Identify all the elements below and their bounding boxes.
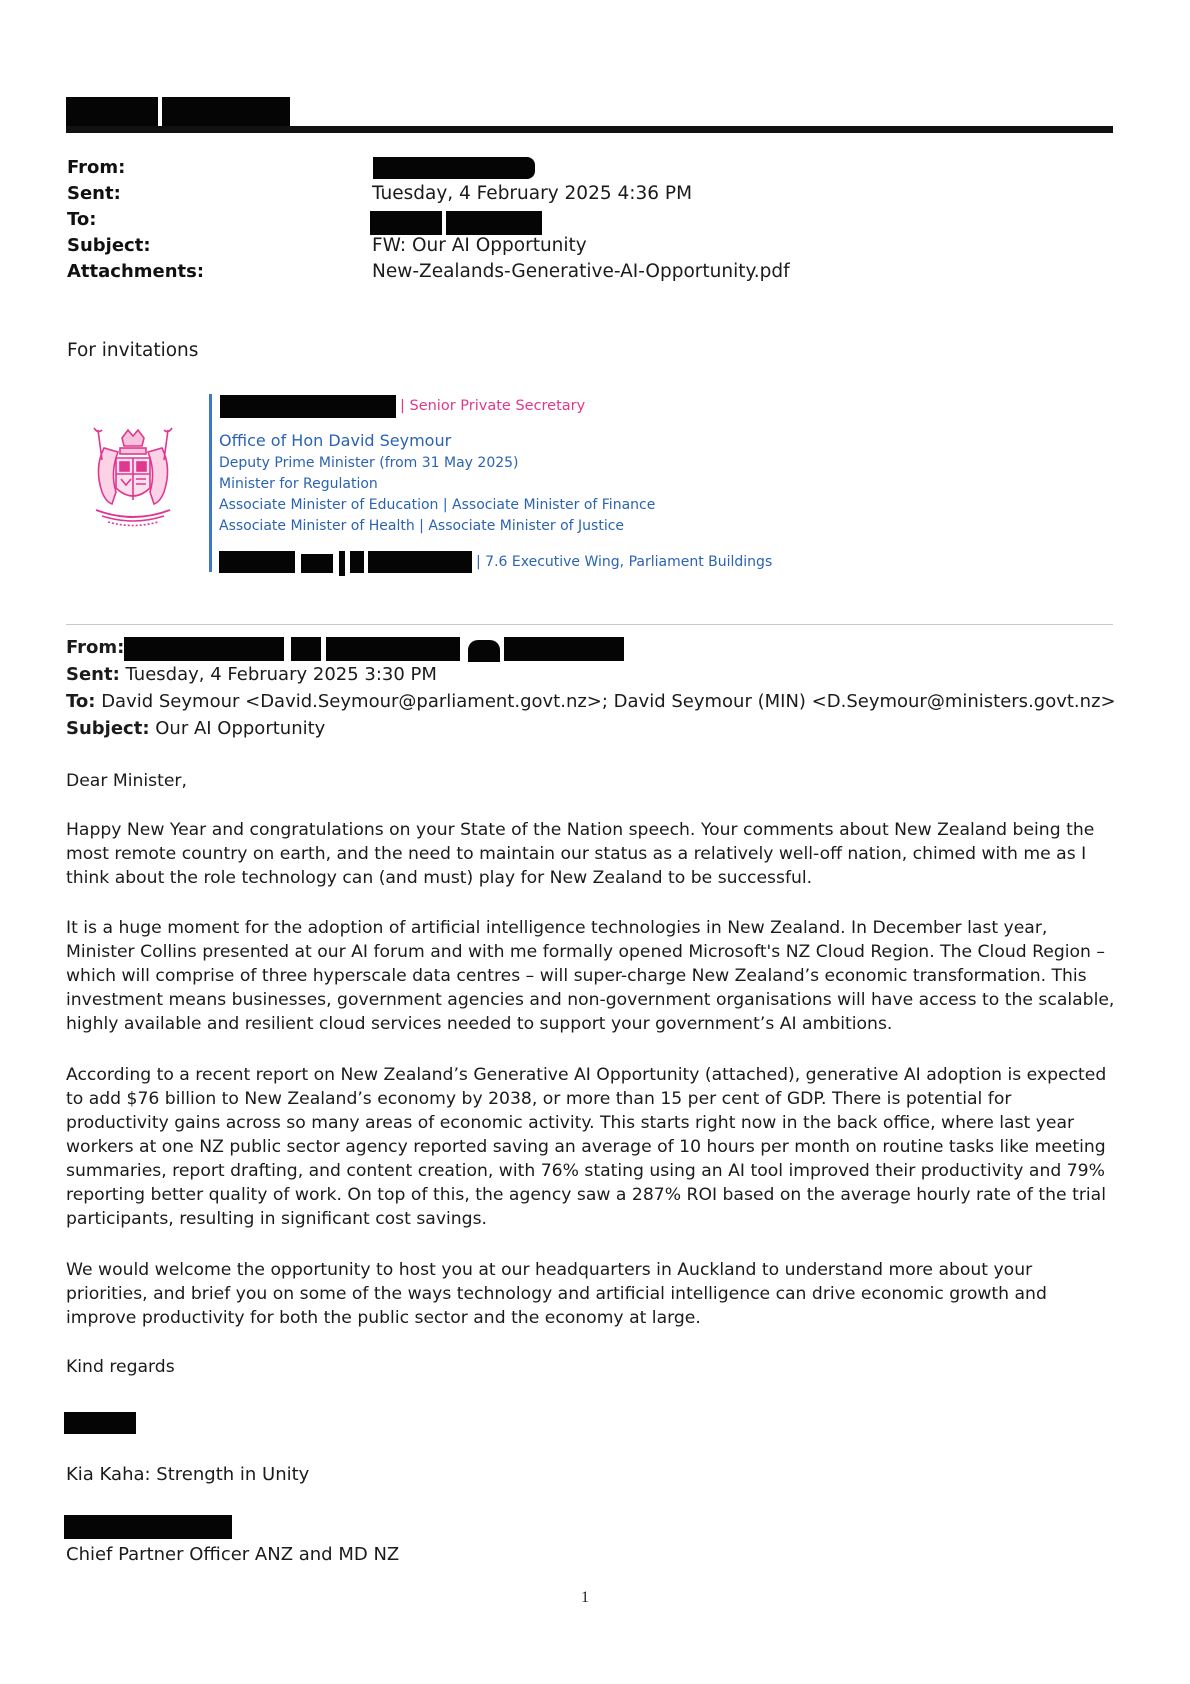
redacted-contact-2 — [301, 554, 333, 573]
redacted-from-value — [373, 157, 535, 179]
subject-value: FW: Our AI Opportunity — [372, 235, 587, 256]
redacted-contact-1 — [219, 551, 295, 573]
intro-text: For invitations — [67, 340, 199, 361]
redacted-secretary-name — [220, 395, 396, 418]
fwd-subject-label: Subject: — [66, 718, 150, 739]
body-paragraph-2: It is a huge moment for the adoption of artificial intelligence technologies in New Zealand. In December last year, Minister Collins presented at our AI forum and with me formally opened Microsoft's NZ Cloud Region. The Cloud Region – which will comprise of three hyperscale data centres – will super-charge New Zealand’s economic transformation. This investment means businesses, government agencies and non-government organisations will have access to the scalable, highly available and resilient cloud services needed to support your government’s AI ambitions. — [66, 918, 1115, 1034]
fwd-to-row — [66, 691, 1116, 712]
redacted-contact-5 — [368, 551, 472, 573]
redacted-signer-first-name — [64, 1412, 136, 1434]
attachment-filename[interactable]: New-Zealands-Generative-AI-Opportunity.pdf — [372, 261, 790, 282]
redacted-to-value-1 — [370, 211, 442, 235]
fwd-subject-value: Our AI Opportunity — [155, 718, 326, 739]
body-paragraph-4: We would welcome the opportunity to host you at our headquarters in Auckland to understand more about your priorities, and brief you on some of the ways technology and artificial intelligence can drive economic growth and improve productivity for both the public sector and the economy at large. — [66, 1260, 1047, 1328]
greeting: Dear Minister, — [66, 771, 187, 791]
sent-label: Sent: — [67, 183, 121, 204]
fwd-sent-row — [66, 664, 437, 685]
fwd-to-value[interactable]: David Seymour <David.Seymour@parliament.govt.nz>; David Seymour (MIN) <D.Seymour@ministers.govt.nz> — [101, 691, 1116, 712]
page-number: 1 — [581, 1589, 589, 1606]
nz-coat-of-arms-icon — [86, 424, 180, 536]
signature-role-4: Associate Minister of Health | Associate Minister of Justice — [219, 518, 625, 534]
body-paragraph-3: According to a recent report on New Zealand’s Generative AI Opportunity (attached), generative AI adoption is expected to add $76 billion to New Zealand’s economy by 2038, or more than 15 per cent of GDP. There is potential for productivity gains across so many areas of economic activity. This starts right now in the back office, where last year workers at one NZ public sector agency reported saving an average of 10 hours per month on routine tasks like meeting summaries, report drafting, and content creation, with 76% stating using an AI tool improved their productivity and 79% reporting better quality of work. On top of this, the agency saw a 287% ROI based on the average hourly rate of the trial participants, resulting in significant cost savings. — [66, 1065, 1107, 1229]
attachments-label: Attachments: — [67, 261, 205, 282]
signature-role-1: Deputy Prime Minister (from 31 May 2025) — [219, 455, 519, 471]
redacted-fwd-from-2 — [291, 637, 321, 661]
redacted-signer-full-name — [64, 1515, 232, 1539]
redacted-fwd-from-5 — [504, 637, 624, 661]
fwd-sent-label: Sent: — [66, 664, 120, 685]
from-label: From: — [67, 157, 126, 178]
sent-value: Tuesday, 4 February 2025 4:36 PM — [372, 183, 693, 204]
signature-role-3: Associate Minister of Education | Associate Minister of Finance — [219, 497, 656, 513]
redacted-fwd-from-3 — [326, 637, 460, 661]
fwd-subject-row — [66, 718, 325, 739]
signature-role-2: Minister for Regulation — [219, 476, 378, 492]
signature-office: Office of Hon David Seymour — [219, 431, 452, 450]
job-title: Chief Partner Officer ANZ and MD NZ — [66, 1544, 400, 1565]
redacted-contact-4 — [350, 551, 364, 573]
fwd-from-row — [66, 637, 124, 658]
to-label: To: — [67, 209, 97, 230]
closing: Kind regards — [66, 1357, 175, 1377]
header-rule — [66, 126, 1113, 133]
redacted-to-value-2 — [446, 211, 542, 235]
fwd-from-label: From: — [66, 637, 125, 658]
fwd-to-label: To: — [66, 691, 96, 712]
fwd-sent-value: Tuesday, 4 February 2025 3:30 PM — [125, 664, 437, 685]
signature-divider — [209, 394, 212, 572]
body-paragraph-1: Happy New Year and congratulations on your State of the Nation speech. Your comments about New Zealand being the most remote country on earth, and the need to maintain our status as a relatively well-off nation, chimed with me as I think about the role technology can (and must) play for New Zealand to be successful. — [66, 820, 1095, 888]
redacted-fwd-from-1 — [124, 637, 284, 661]
subject-label: Subject: — [67, 235, 151, 256]
signature-address: | 7.6 Executive Wing, Parliament Buildings — [476, 554, 773, 570]
tagline: Kia Kaha: Strength in Unity — [66, 1464, 310, 1485]
signature-title: | Senior Private Secretary — [400, 398, 586, 414]
redacted-fwd-from-4 — [468, 640, 500, 662]
forward-separator — [66, 624, 1113, 625]
redacted-contact-3 — [339, 551, 345, 576]
